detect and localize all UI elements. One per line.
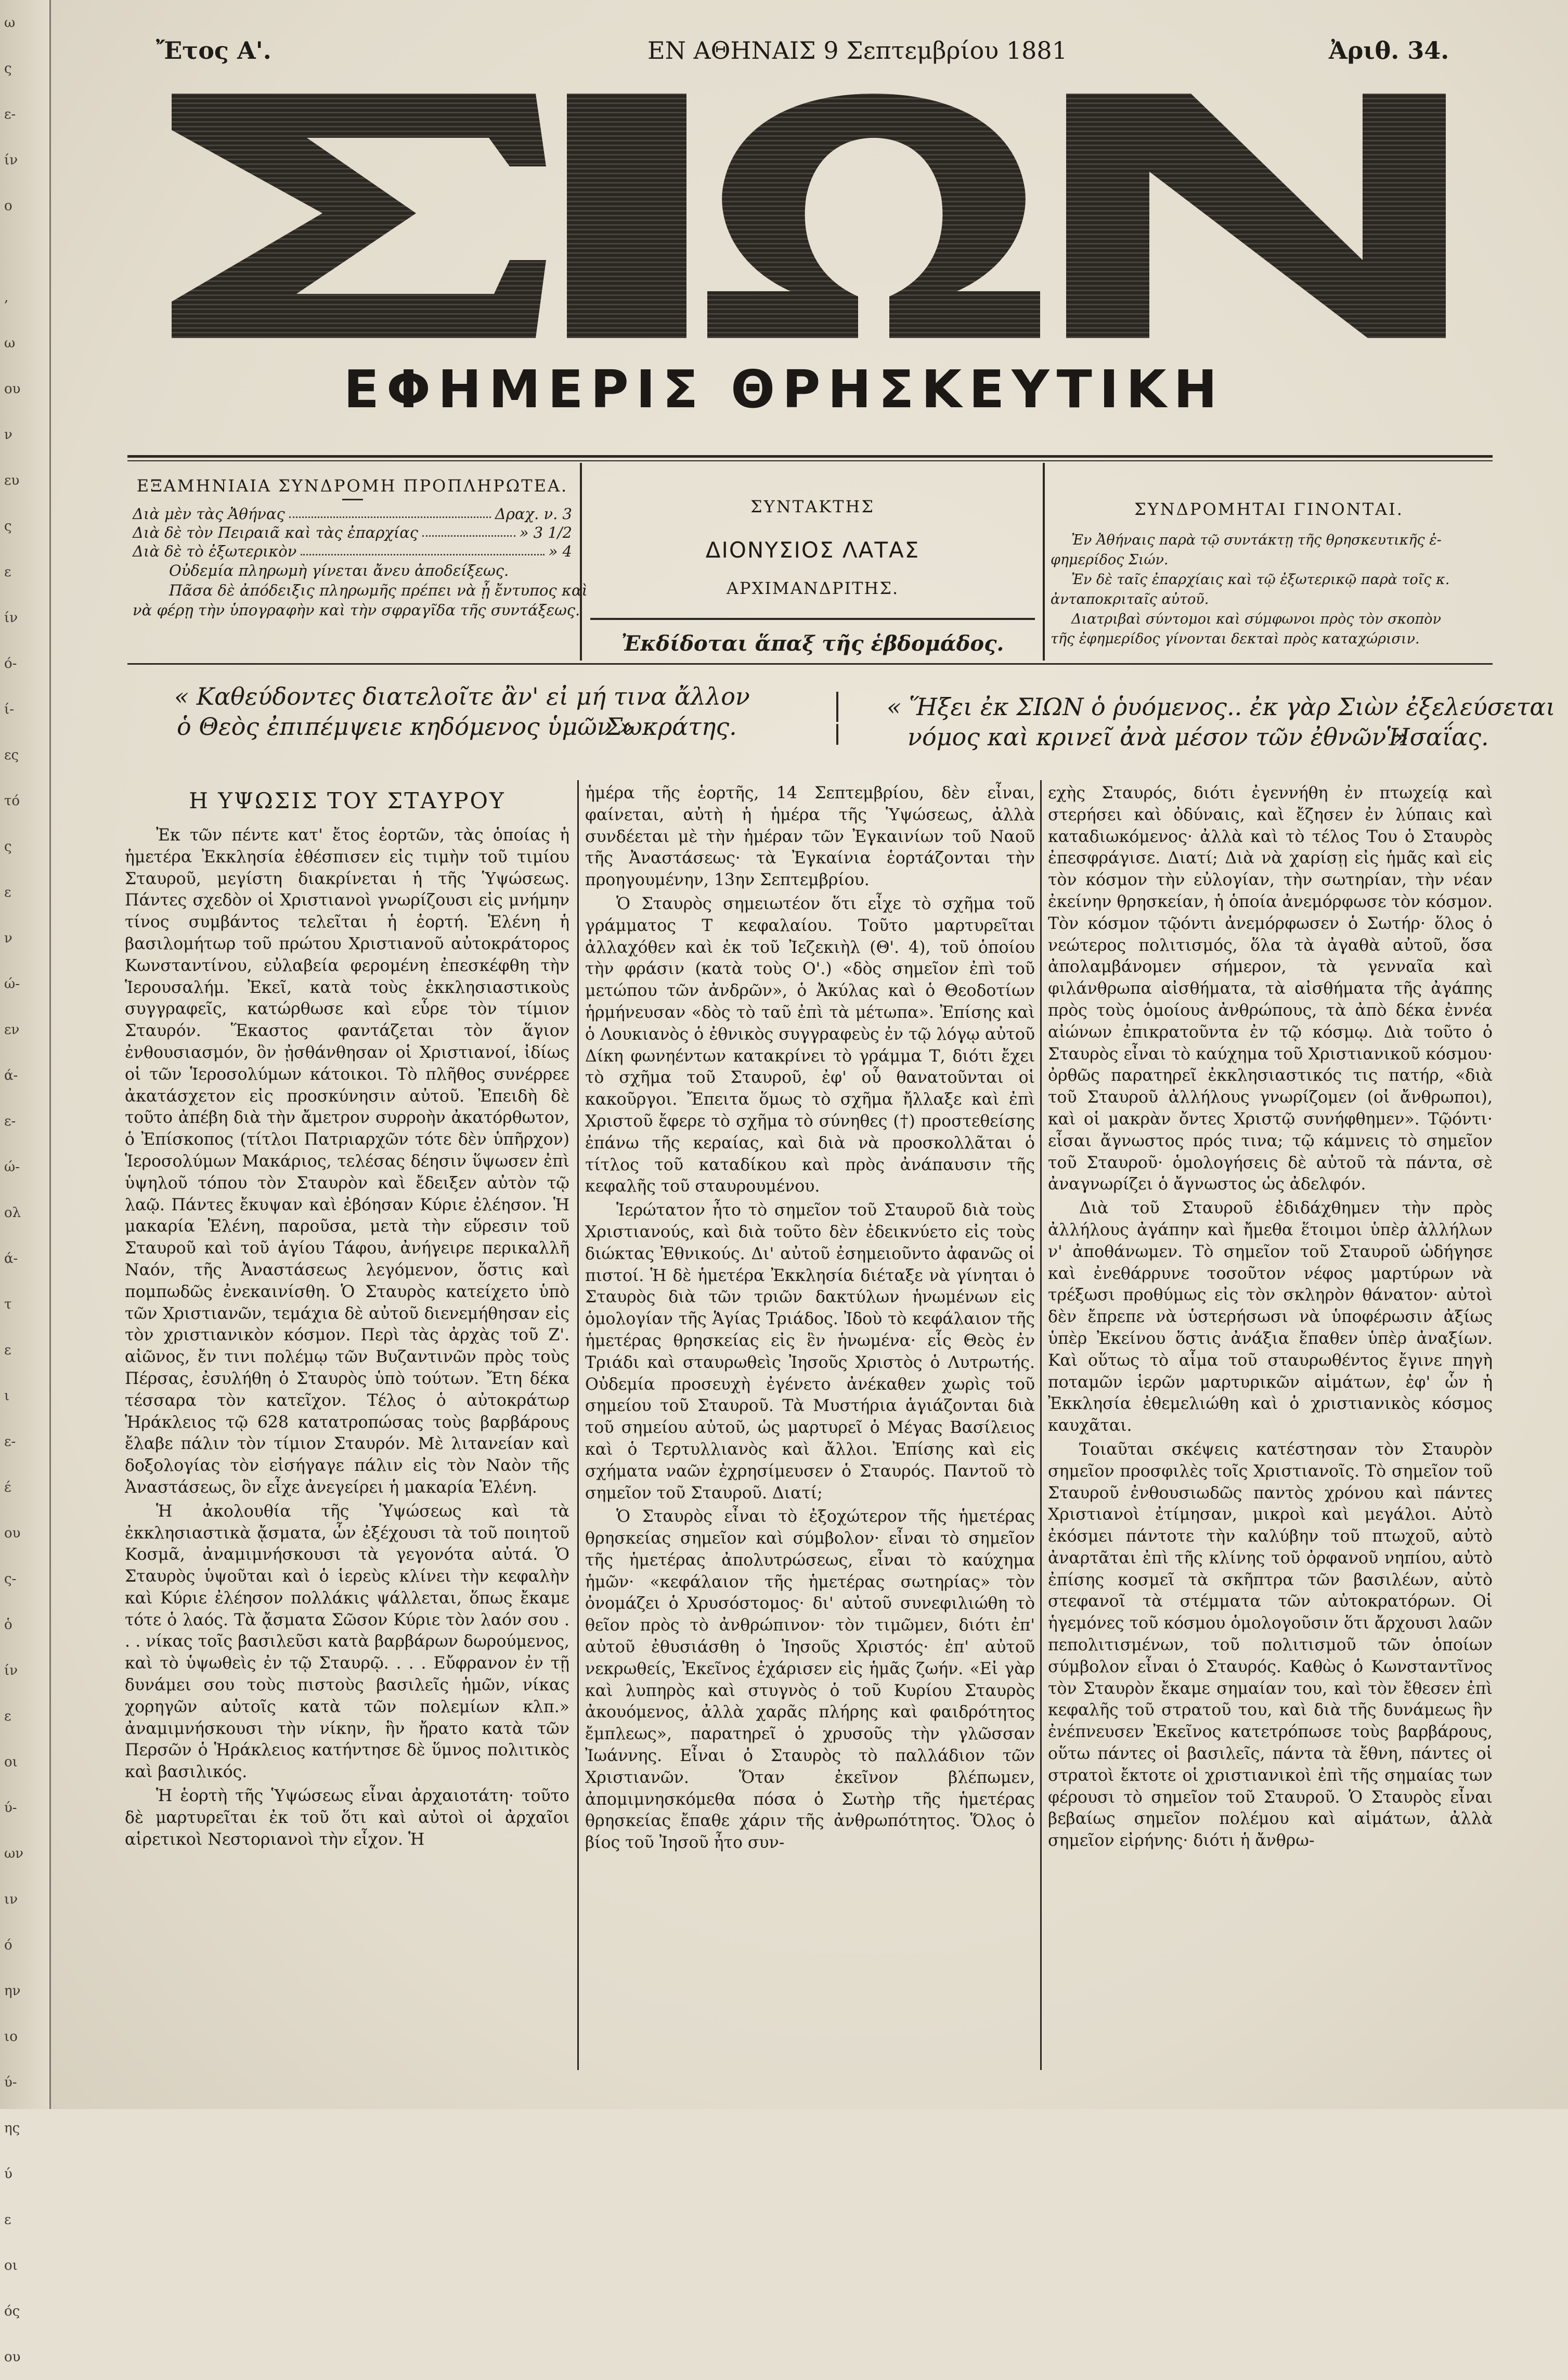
binding-fragment: ός	[4, 2304, 20, 2319]
binding-fragment	[0, 229, 49, 275]
binding-fragment: ιν	[4, 1892, 18, 1907]
quote-divider	[836, 724, 838, 745]
quote-socrates-line1: « Καθεύδοντες διατελοῖτε ἂν' εἰ μή τινα ἄλλον	[174, 682, 750, 710]
binding-fragment: ιο	[4, 2029, 18, 2045]
subscribers-line: Ἐν δὲ ταῖς ἐπαρχίαις καὶ τῷ ἐξωτερικῷ παρὰ τοῖς κ.	[1071, 572, 1450, 588]
binding-fragment: ι	[4, 1388, 10, 1404]
binding-fragment: ό	[4, 1937, 12, 1953]
binding-fragment: ύ	[4, 2166, 12, 2182]
paragraph: Ἡ ἑορτὴ τῆς Ὑψώσεως εἶναι ἀρχαιοτάτη· τοῦτο δὲ μαρτυρεῖται ἐκ τοῦ ὅτι καὶ αὐτοὶ οἱ ἀρχαῖοι αἱρετικοὶ Νεστοριανοὶ τὴν εἶχον. Ἡ	[125, 1787, 569, 1849]
volume-year: Ἔτος Α'.	[156, 36, 271, 64]
subscription-box	[133, 476, 588, 620]
article-title: Η ΥΨΩΣΙΣ ΤΟΥ ΣΤΑΥΡΟΥ	[189, 788, 506, 813]
editor-name: ΔΙΟΝΥΣΙΟΣ ΛΑΤΑΣ	[705, 537, 920, 563]
subscribers-box	[1051, 499, 1487, 649]
editor-box	[585, 497, 1040, 656]
binding-fragment: οι	[4, 2258, 18, 2273]
binding-fragment: ύ-	[4, 2075, 17, 2090]
paragraph: εχὴς Σταυρός, διότι ἐγεννήθη ἐν πτωχείᾳ καὶ στερήσει καὶ ὀδύναις, καὶ ἔζησεν ἐν λύπαις καὶ καταδιωκόμενος· ἀλλὰ καὶ τὸ τέλος Του ὁ Σταυρὸς ἐπεσφράγισε. Διατί; Διὰ νὰ χαρίσῃ εἰς ἡμᾶς καὶ εἰς τὸν κόσμον τὴν εὐλογίαν, τὴν σωτηρίαν, τὴν νέαν ἐκείνην θρησκείαν, ἡ ὁποία ἀνεμόρφωσε τὸν κόσμον. Τὸν κόσμον τῷόντι ἀνεμόρφωσεν ὁ Σωτήρ· ὅλος ὁ νεώτερος πολιτισμός, ὅλα τὰ ἀγαθὰ αὐτοῦ, ὅσα ἀπολαμβάνομεν σήμερον, τὰ γενναῖα καὶ φιλάνθρωπα αἰσθήματα, τὰ αἰσθήματα τῆς ἀγάπης πρὸς τοὺς ὁμοίους ἀνθρώπους, τὰ ἀπὸ δέκα ἐννέα αἰώνων ἐπικρατοῦντα ἐν τῷ κόσμῳ. Διὰ τοῦτο ὁ Σταυρὸς εἶναι τὸ καύχημα τοῦ Χριστιανικοῦ κόσμου· ὀρθῶς παρατηρεῖ ἐκκλησιαστικός τις πατήρ, «διὰ τοῦ Σταυροῦ ἀλλήλους γνωρίζομεν (οἱ ἄνθρωποι), καὶ οἱ μακρὰν ὄντες Χριστῷ συνήφθημεν». Τῷόντι· εἶσαι ἄγνωστος πρός τινα; τῷ κάμνεις τὸ σημεῖον τοῦ Σταυροῦ· ὁμολογήσεις δὲ αὐτοῦ τὰ πάντα, σὲ ἀναγνωρίζει ὁ ἄγνωστος ὡς ἀδελφόν.	[1048, 784, 1493, 1194]
rule-vertical-2	[1043, 463, 1045, 661]
binding-fragment: έ	[4, 1480, 11, 1495]
binding-fragment: οι	[4, 1754, 18, 1770]
binding-fragment: ευ	[4, 473, 20, 488]
paragraph: Ἱερώτατον ἦτο τὸ σημεῖον τοῦ Σταυροῦ διὰ τοὺς Χριστιανούς, καὶ διὰ τοῦτο δὲν ἐδεικνύετο εἰς τοὺς διώκτας Ἐθνικούς. Δι' αὐτοῦ ἐσημειοῦντο ἀφανῶς οἱ πιστοί. Ἡ δὲ ἡμετέρα Ἐκκλησία διέταξε νὰ γίνηται ὁ Σταυρὸς διὰ τῶν τριῶν δακτύλων ἡνωμένων εἰς ὁμολογίαν τῆς Ἁγίας Τριάδος. Ἰδοὺ τὸ κεφάλαιον τῆς ἡμετέρας θρησκείας εἰς ἓν ἡνωμένα· εἷς Θεὸς ἐν Τριάδι καὶ σταυρωθεὶς Ἰησοῦς Χριστὸς ὁ Λυτρωτής. Οὐδεμία προσευχὴ ἐγένετο ἀνέκαθεν χωρὶς τοῦ σημείου τοῦ Σταυροῦ. Τὰ Μυστήρια ἁγιάζονται διὰ τοῦ σημείου αὐτοῦ, ὡς μαρτυρεῖ ὁ Μέγας Βασίλειος καὶ ὁ Τερτυλλιανὸς καὶ ἄλλοι. Ἐπίσης καὶ εἰς σχήματα ναῶν ἐχρησίμευσεν ὁ Σταυρός. Παντοῦ τὸ σημεῖον τοῦ Σταυροῦ. Διατί;	[585, 1201, 1035, 1503]
subscribers-line: Διατριβαὶ σύντομοι καὶ σύμφωνοι πρὸς τὸν σκοπὸν	[1071, 611, 1441, 627]
binding-fragment: ου	[4, 1525, 21, 1541]
paragraph: Ἐκ τῶν πέντε κατ' ἔτος ἑορτῶν, τὰς ὁποίας ἡ ἡμετέρα Ἐκκλησία ἐθέσπισεν εἰς τιμὴν τοῦ τιμίου Σταυροῦ, μεγίστη διακρίνεται ἡ τῆς Ὑψώσεως. Πάντες σχεδὸν οἱ Χριστιανοὶ γνωρίζουσι εἰς μνήμην τίνος συμβάντος τελεῖται ἡ ἑορτή. Ἑλένη ἡ βασιλομήτωρ τοῦ πρώτου Χριστιανοῦ αὐτοκράτορος Κωνσταντίνου, εὐλαβεία φερομένη ἐπεσκέφθη τὴν Ἱερουσαλήμ. Ἐκεῖ, κατὰ τοὺς ἐκκλησιαστικοὺς συγγραφεῖς, κατώρθωσε καὶ εὗρε τὸν τίμιον Σταυρόν. Ἕκαστος φαντάζεται τὸν ἅγιον ἐνθουσιασμόν, ὃν ᾐσθάνθησαν οἱ Χριστιανοί, ἰδίως οἱ τῶν Ἱεροσολύμων κάτοικοι. Τὸ πλῆθος συνέρρεε ἀκατάσχετον εἰς προσκύνησιν αὐτοῦ. Ἐπειδὴ δὲ τοῦτο ἀπέβη διὰ τὴν ἄμετρον συρροὴν ἀκατόρθωτον, ὁ Ἐπίσκοπος (τίτλοι Πατριαρχῶν τότε δὲν ὑπῆρχον) Ἱεροσολύμων Μακάριος, τελέσας δέησιν ὕψωσεν ἐπὶ ὑψηλοῦ τόπου τὸν Σταυρὸν καὶ ἔδειξεν αὐτὸν τῷ λαῷ. Πάντες ἔκυψαν καὶ ἐβόησαν Κύριε ἐλέησον. Ἡ μακαρία Ἑλένη, παροῦσα, μετὰ τὴν εὕρεσιν τοῦ Σταυροῦ καὶ τοῦ ἁγίου Τάφου, ἀνήγειρε περικαλλῆ Ναόν, τῆς Ἀναστάσεως λεγόμενον, ὅστις καὶ πομπωδῶς ἐνεκαινίσθη. Ὁ Σταυρὸς κατείχετο ὑπὸ τῶν Χριστιανῶν, τεμάχια δὲ αὐτοῦ διενεμήθησαν εἰς τὸν χριστιανικὸν κόσμον. Περὶ τὰς ἀρχὰς τοῦ Ζ'. αἰῶνος, ἔν τινι πολέμῳ τῶν Βυζαντινῶν πρὸς τοὺς Πέρσας, ἐσυλήθη ὁ Σταυρὸς ὑπὸ τούτων. Ἔτη δέκα τέσσαρα τὸν κατεῖχον. Τέλος ὁ αὐτοκράτωρ Ἡράκλειος τῷ 628 κατατροπώσας τοὺς βαρβάρους ἔλαβε πάλιν τὸν τίμιον Σταυρόν. Μὲ λιτανείαν καὶ δοξολογίας τὸν εἰσήγαγε πάλιν εἰς τὸν Ναὸν τῆς Ἀναστάσεως, ὃν εἶχε ἀνεγείρει ἡ μακαρία Ἑλένη.	[125, 826, 569, 1497]
publication-frequency: Ἐκδίδοται ἅπαξ τῆς ἑβδομάδος.	[621, 631, 1004, 656]
binding-fragment: ολ	[4, 1205, 21, 1221]
quote-isaiah-author: Ἡσαΐας.	[1386, 723, 1489, 751]
quote-socrates-line2: ὁ Θεὸς ἐπιπέμψειε κηδόμενος ὑμῶν »	[177, 713, 634, 741]
binding-fragment: ίν	[4, 610, 18, 626]
binding-fragment: ε	[4, 2212, 11, 2228]
binding-fragment: ο	[4, 198, 12, 214]
article-column-1	[125, 783, 569, 1853]
binding-fragment: ε-	[4, 107, 16, 122]
subscribers-title: ΣΥΝΔΡΟΜΗΤΑΙ ΓΙΝΟΝΤΑΙ.	[1134, 499, 1404, 519]
issue-number: Ἀριθ. 34.	[1329, 36, 1449, 64]
rule-top	[127, 455, 1493, 458]
binding-fragment: ά-	[4, 1068, 18, 1083]
binding-fragment: ε-	[4, 1434, 16, 1450]
title-dash	[342, 499, 363, 500]
binding-fragment: τ	[4, 1297, 12, 1312]
binding-fragment: ώ-	[4, 1159, 20, 1175]
rule-vertical-1	[580, 463, 582, 661]
binding-fragment: ὁ	[4, 1617, 12, 1633]
editor-heading: ΣΥΝΤΑΚΤΗΣ	[750, 497, 875, 516]
binding-fragment: ίν	[4, 152, 18, 168]
binding-fragment: ς	[4, 519, 12, 534]
note-line: Πᾶσα δὲ ἀπόδειξις πληρωμῆς πρέπει νὰ ᾖ ἔντυπος καὶ	[169, 581, 588, 599]
subscribers-line: φημερίδος Σιών.	[1051, 552, 1169, 568]
binding-fragment: ς-	[4, 1571, 17, 1587]
price-row: Διὰ δὲ τὸν Πειραιᾶ καὶ τὰς ἐπαρχίας » 3 1/2	[133, 524, 572, 541]
binding-fragment: ες	[4, 747, 19, 763]
rule-top-thin	[127, 460, 1493, 461]
quote-isaiah-line1: « Ἥξει ἐκ ΣΙΩΝ ὁ ῥυόμενος.. ἐκ γὰρ Σιὼν ἐξελεύσεται	[887, 693, 1556, 721]
subscribers-line: τῆς ἐφημερίδος γίνονται δεκταὶ πρὸς καταχώρισιν.	[1051, 631, 1420, 647]
binding-fragment: ου	[4, 2349, 21, 2365]
subscribers-line: ἀνταποκριταῖς αὐτοῦ.	[1051, 591, 1209, 607]
binding-fragment: τό	[4, 793, 20, 809]
editor-rule	[590, 618, 1035, 620]
paragraph: Ὁ Σταυρὸς εἶναι τὸ ἐξοχώτερον τῆς ἡμετέρας θρησκείας σημεῖον καὶ σύμβολον· εἶναι τὸ σημεῖον τῆς ἡμετέρας ἀπολυτρώσεως, εἶναι τὸ καύχημα ἡμῶν· «κεφάλαιον τῆς ἡμετέρας σωτηρίας» τὸν ὀνομάζει ὁ Χρυσόστομος· δι' αὐτοῦ συνεφιλιώθη τὸ θεῖον πρὸς τὸ ἀνθρώπινον· τὸν τιμῶμεν, διότι ἐπ' αὐτοῦ ἐθυσιάσθη ὁ Ἰησοῦς Χριστός· ἐπ' αὐτοῦ νεκρωθείς, Ἐκεῖνος ἐχάρισεν εἰς ἡμᾶς ζωήν. «Εἰ γὰρ καὶ λυπηρὸς καὶ στυγνὸς ὁ τοῦ Κυρίου Σταυρὸς ἀκουόμενος, ἀλλὰ χαρᾶς πλήρης καὶ φαιδρότητος ἔμπλεως», παρατηρεῖ ὁ χρυσοῦς τὴν γλῶσσαν Ἰωάννης. Εἶναι ὁ Σταυρὸς τὸ παλλάδιον τῶν Χριστιανῶν. Ὅταν ἐκεῖνον βλέπωμεν, ἀπομιμνησκόμεθα πόσα ὁ Σωτὴρ τῆς ἡμετέρας θρησκείας ἔπαθε χάριν τῆς ἀνθρωπότητος. Ὅλος ὁ βίος τοῦ Ἰησοῦ ἦτο συν-	[585, 1507, 1035, 1853]
masthead-subtitle: ΕΦΗΜΕΡΙΣ ΘΡΗΣΚΕΥΤΙΚΗ	[343, 359, 1225, 420]
binding-fragment: ου	[4, 381, 21, 397]
quote-isaiah-line2: νόμος καὶ κρινεῖ ἀνὰ μέσον τῶν ἐθνῶν »	[908, 723, 1409, 751]
paragraph: Ὁ Σταυρὸς σημειωτέον ὅτι εἶχε τὸ σχῆμα τοῦ γράμματος Τ κεφαλαίου. Τοῦτο μαρτυρεῖται ἀλλαχόθεν καὶ ἐκ τοῦ Ἰεζεκιὴλ (Θ'. 4), τοῦ ὁποίου τὴν φράσιν (κατὰ τοὺς Ο'.) «δὸς σημεῖον ἐπὶ τοῦ μετώπου τῶν ἀνδρῶν», ὁ Ἀκύλας καὶ ὁ Θεοδοτίων ἡρμήνευσαν «δὸς τὸ ταῦ ἐπὶ τὰ μέτωπα». Ἐπίσης καὶ ὁ Λουκιανὸς ὁ ἐθνικὸς συγγραφεὺς ἐν τῷ λόγῳ αὐτοῦ Δίκη φωνηέντων κατακρίνει τὸ γράμμα Τ, διότι ἔχει τὸ σχῆμα τοῦ Σταυροῦ, ἐφ' οὗ θανατοῦνται οἱ κακοῦργοι. Ἔπειτα ὅμως τὸ σχῆμα ἤλλαξε καὶ ἐπὶ Χριστοῦ ἔφερε τὸ σχῆμα τὸ σύνηθες (†) προστεθείσης ἐπάνω τῆς κεραίας, καὶ διὰ νὰ προσκολλᾶται ὁ τίτλος τοῦ καταδίκου καὶ πρὸς ἀνάπαυσιν τῆς κεφαλῆς τοῦ σταυρουμένου.	[585, 894, 1035, 1196]
binding-fragment: ν	[4, 930, 12, 946]
column-divider-1	[577, 780, 579, 2070]
paragraph: ἡμέρα τῆς ἑορτῆς, 14 Σεπτεμβρίου, δὲν εἶναι, φαίνεται, αὐτὴ ἡ ἡμέρα τῆς Ὑψώσεως, ἀλλὰ συνδέεται μὲ τὴν ἡμέραν τῶν Ἐγκαινίων τοῦ Ναοῦ τῆς Ἀναστάσεως· τὰ Ἐγκαίνια ἑορτάζονται τὴν προηγουμένην, 13ην Σεπτεμβρίου.	[585, 784, 1035, 890]
paragraph: Τοιαῦται σκέψεις κατέστησαν τὸν Σταυρὸν σημεῖον προσφιλὲς τοῖς Χριστιανοῖς. Τὸ σημεῖον τοῦ Σταυροῦ ἐνθουσιωδῶς παντὸς χρόνου καὶ πάντες Χριστιανοὶ ἐτίμησαν, μικροὶ καὶ μεγάλοι. Αὐτὸ ἐκόσμει πάντοτε τὴν καλύβην τοῦ πτωχοῦ, αὐτὸ ἀναρτᾶται ἐπὶ τῆς κλίνης τοῦ ὀρφανοῦ νηπίου, αὐτὸ ἐπίσης κοσμεῖ τὰ σκῆπτρα τῶν βασιλέων, αὐτὸ στεφανοῖ τὰ στέμματα τῶν αὐτοκρατόρων. Οἱ ἡγεμόνες τοῦ κόσμου ὁμολογοῦσιν ὅτι ἄρχουσι λαῶν πεπολιτισμένων, τοῦ πολιτισμοῦ τῶν ὁποίων σύμβολον εἶναι ὁ Σταυρός. Καθὼς ὁ Κωνσταντῖνος τὸν Σταυρὸν ἔκαμε σημαίαν του, καὶ τὸν ἔθεσεν ἐπὶ κεφαλῆς τοῦ στρατοῦ του, καὶ διὰ τῆς δυνάμεως ἣν ἐνέπνευσεν Ἐκεῖνος κατετρόπωσε τοὺς βαρβάρους, οὕτω πάντες οἱ βασιλεῖς, πάντα τὰ ἔθνη, πάντες οἱ στρατοὶ ἔκτοτε οἱ χριστιανικοὶ ἐπὶ τῆς σημαίας των φέρουσι τὸ σημεῖον τοῦ Σταυροῦ. Ὁ Σταυρὸς εἶναι βεβαίως σημεῖον πολέμου καὶ αἱμάτων, ἀλλὰ σημεῖον εἰρήνης· διότι ἡ ἄνθρω-	[1048, 1440, 1493, 1851]
binding-fragment: ς	[4, 61, 12, 76]
price-row: Διὰ δὲ τὸ ἐξωτερικὸν » 4	[133, 542, 572, 560]
adjacent-page-edge	[0, 0, 51, 2365]
binding-fragment: ,	[4, 290, 9, 305]
binding-fragment: ω	[4, 15, 16, 31]
subscribers-line: Ἐν Ἀθήναις παρὰ τῷ συντάκτῃ τῆς θρησκευτικῆς ἐ-	[1071, 532, 1442, 548]
binding-fragment: ε	[4, 1342, 11, 1358]
quote-divider	[836, 692, 838, 722]
binding-fragment: ά-	[4, 1251, 18, 1266]
binding-fragment: ε	[4, 564, 11, 580]
article-column-2	[585, 783, 1035, 1856]
editor-rank: ΑΡΧΙΜΑΝΔΡΙΤΗΣ.	[726, 578, 899, 598]
binding-fragment: ε-	[4, 1114, 16, 1129]
masthead-title	[172, 88, 1482, 343]
binding-fragment: ύ-	[4, 1800, 17, 1816]
binding-fragment: ώ-	[4, 976, 20, 992]
column-divider-2	[1040, 780, 1042, 2070]
binding-fragment: ην	[4, 1983, 21, 1999]
binding-fragment: ό-	[4, 656, 17, 671]
binding-fragment: εν	[4, 1022, 20, 1038]
masthead-logo	[172, 88, 1482, 343]
dateline: ΕΝ ΑΘΗΝΑΙΣ 9 Σεπτεμβρίου 1881	[647, 36, 1067, 64]
binding-fragment: ω	[4, 335, 16, 351]
note-line: νὰ φέρῃ τὴν ὑπογραφὴν καὶ τὴν σφραγῖδα τῆς συντάξεως.	[133, 601, 580, 619]
binding-fragment: ς	[4, 839, 12, 855]
subscription-title: ΕΞΑΜΗΝΙΑΙΑ ΣΥΝΔΡΟΜΗ ΠΡΟΠΛΗΡΩΤΕΑ.	[136, 476, 568, 496]
paragraph: Διὰ τοῦ Σταυροῦ ἐδιδάχθημεν τὴν πρὸς ἀλλήλους ἀγάπην καὶ ἤμεθα ἕτοιμοι ὑπὲρ ἀλλήλων ν' ἀποθάνωμεν. Τὸ σημεῖον τοῦ Σταυροῦ ὡδήγησε καὶ ἐνεθάρρυνε τοσοῦτον νέφος μαρτύρων νὰ τρέξωσι προθύμως εἰς τὸν σκληρὸν θάνατον· αὐτοὶ δὲν ἔπρεπε νὰ ὑστερήσωσι νὰ ὑποφέρωσιν ἀξίως ὑπὲρ Ἐκείνου ὅστις ἀνάξια ἔπαθεν ὑπὲρ ἀναξίων. Καὶ οὕτως τὸ αἷμα τοῦ σταυρωθέντος ἔγινε πηγὴ ποταμῶν ἱερῶν μαρτυρικῶν αἱμάτων, ἐφ' ὧν ἡ Ἐκκλησία ἐθεμελιώθη καὶ ὁ χριστιανικὸς κόσμος καυχᾶται.	[1048, 1199, 1493, 1435]
binding-fragment: ων	[4, 1846, 24, 1861]
note-line: Οὐδεμία πληρωμὴ γίνεται ἄνευ ἀποδείξεως.	[169, 562, 509, 579]
article-column-3	[1048, 783, 1493, 1854]
price-row: Διὰ μὲν τὰς Ἀθήνας Δραχ. ν. 3	[133, 505, 572, 523]
quote-socrates-author: Σωκράτης.	[606, 713, 737, 741]
binding-fragment: ί-	[4, 702, 14, 717]
binding-fragment: ε	[4, 885, 11, 900]
binding-fragment: ης	[4, 2120, 20, 2136]
paragraph: Ἡ ἀκολουθία τῆς Ὑψώσεως καὶ τὰ ἐκκλησιαστικὰ ᾄσματα, ὧν ἐξέχουσι τὰ τοῦ ποιητοῦ Κοσμᾶ, ἀναμιμνήσκουσι τὰ γεγονότα αὐτά. Ὁ Σταυρὸς ὑψοῦται καὶ ὁ ἱερεὺς κλίνει τὴν κεφαλὴν καὶ Κύριε ἐλέησον πολλάκις ψάλλεται, ὅπως ἔκαμε τότε ὁ λαός. Τὰ ᾄσματα Σῶσον Κύριε τὸν λαόν σου . . . νίκας τοῖς βασιλεῦσι κατὰ βαρβάρων δωρούμενος, καὶ τὸ ὑψωθεὶς ἐν τῷ Σταυρῷ. . . . Εὔφρανον ἐν τῇ δυνάμει σου τοὺς πιστοὺς βασιλεῖς ἡμῶν, νίκας χορηγῶν αὐτοῖς κατὰ τῶν πολεμίων κλπ.» ἀναμιμνήσκουσι τὴν νίκην, ἣν ἤρατο κατὰ τῶν Περσῶν ὁ Ἡράκλειος κατήντησε δὲ ὕμνος πολιτικὸς καὶ βασιλικός.	[125, 1502, 569, 1782]
rule-bottom	[127, 663, 1493, 665]
binding-fragment: ν	[4, 427, 12, 443]
binding-fragment: ίν	[4, 1663, 18, 1678]
binding-fragment: ε	[4, 1709, 11, 1724]
